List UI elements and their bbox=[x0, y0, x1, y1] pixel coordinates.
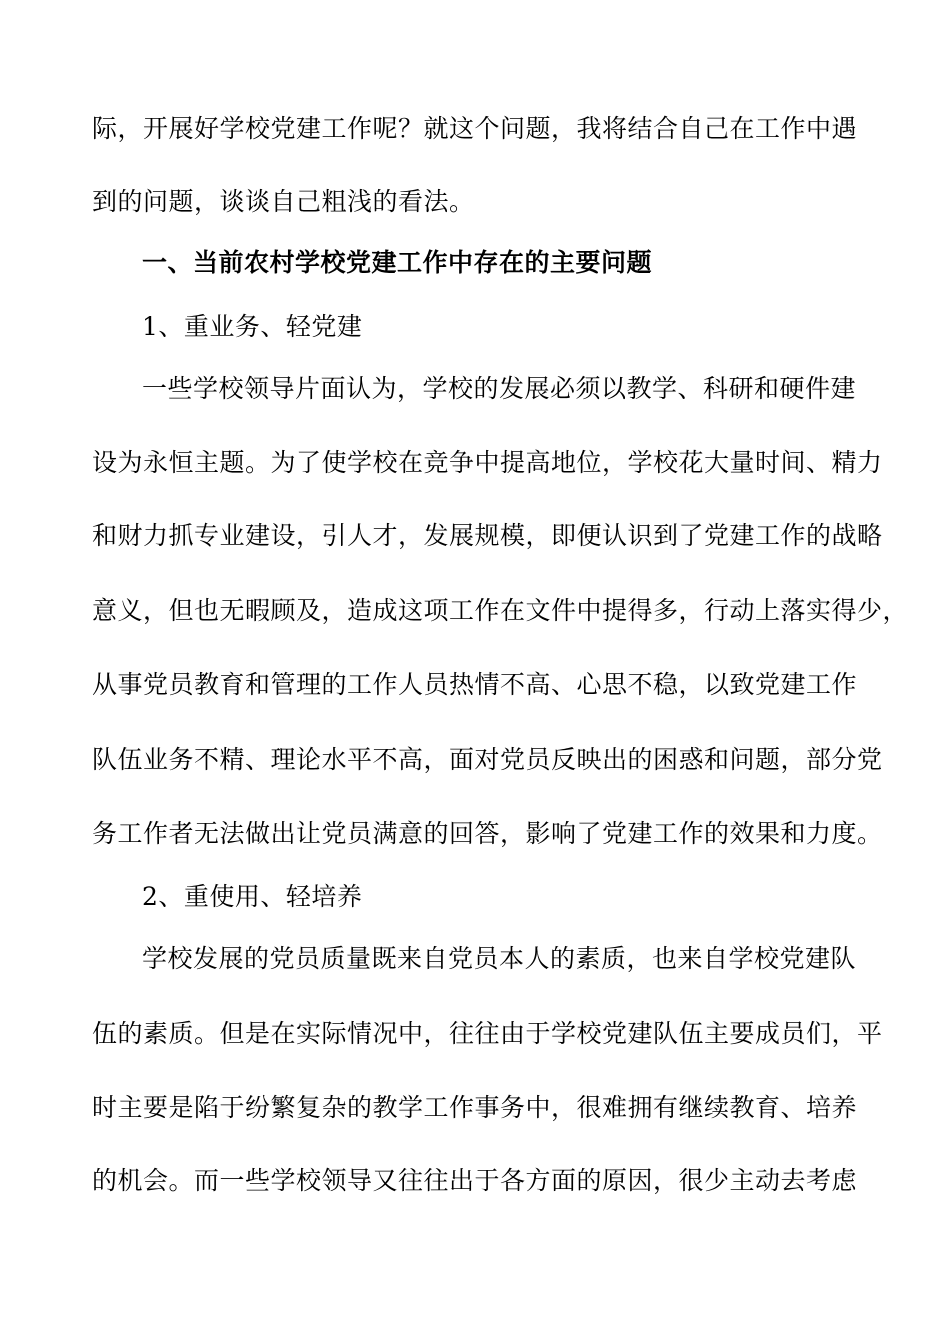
paragraph-1-line-3: 和财力抓专业建设，引人才，发展规模，即便认识到了党建工作的战略 bbox=[92, 521, 883, 550]
paragraph-1-line-2: 设为永恒主题。为了使学校在竞争中提高地位，学校花大量时间、精力 bbox=[92, 448, 883, 477]
paragraph-2-line-2: 伍的素质。但是在实际情况中，往往由于学校党建队伍主要成员们，平 bbox=[92, 1019, 883, 1048]
paragraph-1-line-5: 从事党员教育和管理的工作人员热情不高、心思不稳，以致党建工作 bbox=[92, 670, 858, 699]
paragraph-2-line-3: 时主要是陷于纷繁复杂的教学工作事务中，很难拥有继续教育、培养 bbox=[92, 1093, 858, 1122]
paragraph-1-line-1: 一些学校领导片面认为，学校的发展必须以教学、科研和硬件建 bbox=[142, 374, 857, 403]
paragraph-1-line-4: 意义，但也无暇顾及，造成这项工作在文件中提得多，行动上落实得少， bbox=[92, 596, 909, 625]
paragraph-intro-line-2: 到的问题，谈谈自己粗浅的看法。 bbox=[92, 187, 475, 216]
paragraph-2-line-1: 学校发展的党员质量既来自党员本人的素质，也来自学校党建队 bbox=[142, 944, 857, 973]
paragraph-1-line-6: 队伍业务不精、理论水平不高，面对党员反映出的困惑和问题，部分党 bbox=[92, 745, 883, 774]
paragraph-1-line-7: 务工作者无法做出让党员满意的回答，影响了党建工作的效果和力度。 bbox=[92, 819, 883, 848]
paragraph-intro-line-1: 际，开展好学校党建工作呢？就这个问题，我将结合自己在工作中遇 bbox=[92, 114, 858, 143]
paragraph-2-line-4: 的机会。而一些学校领导又往往出于各方面的原因，很少主动去考虑 bbox=[92, 1166, 858, 1195]
section-heading: 一、当前农村学校党建工作中存在的主要问题 bbox=[142, 248, 653, 277]
subheading-1: 1、重业务、轻党建 bbox=[142, 312, 363, 341]
subheading-2: 2、重使用、轻培养 bbox=[142, 882, 363, 911]
